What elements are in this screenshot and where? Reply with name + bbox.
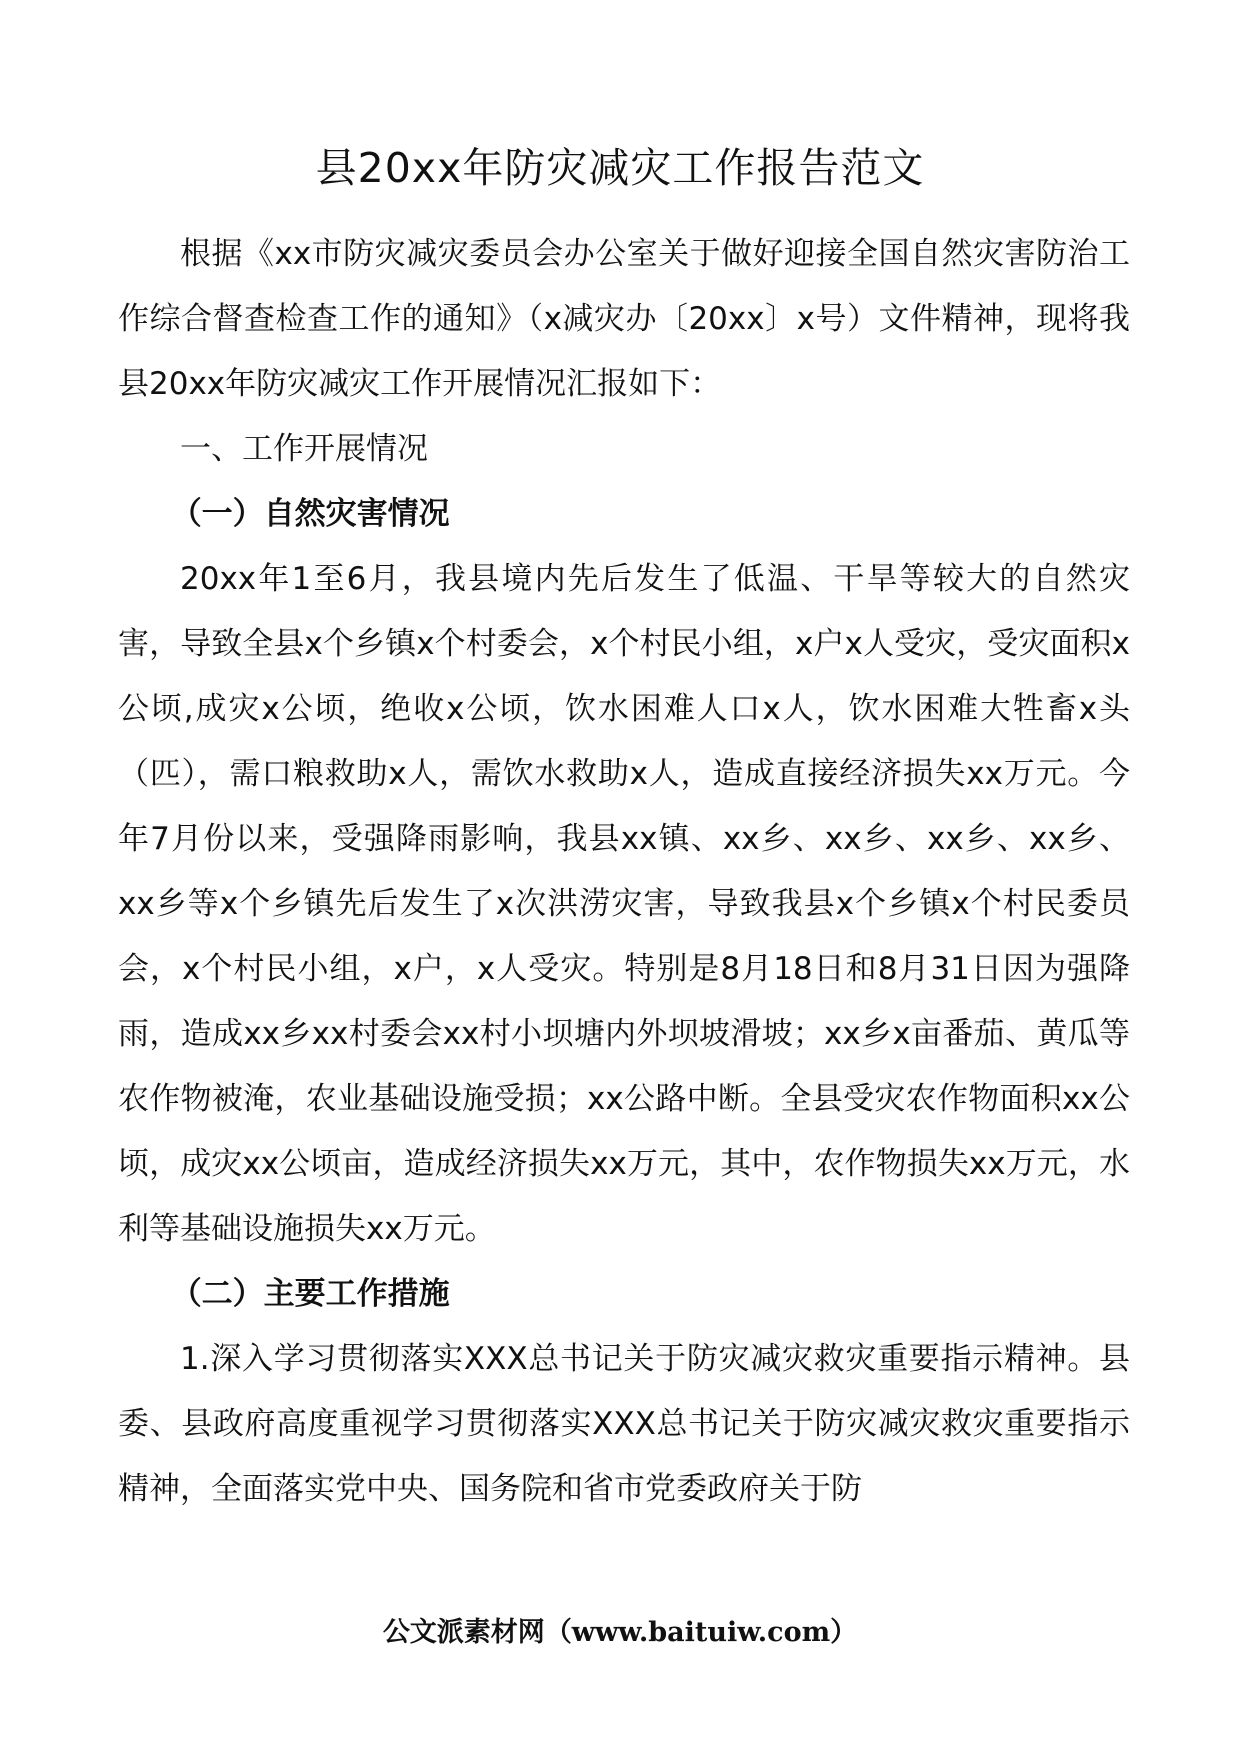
subsection-heading-natural-disasters: （一）自然灾害情况: [170, 496, 450, 532]
document-title: 县20xx年防灾减灾工作报告范文: [315, 144, 925, 192]
footer-watermark: [0, 1613, 1240, 1653]
section-heading-work-status: 一、工作开展情况: [180, 431, 428, 467]
subsection-heading-main-measures: （二）主要工作措施: [170, 1276, 450, 1312]
footer-url: （www.baituiw.com）: [544, 1617, 858, 1648]
footer-site-name: 公文派素材网: [382, 1617, 545, 1648]
document-body: [118, 222, 1130, 1522]
paragraph-intro: 根据《xx市防灾减灾委员会办公室关于做好迎接全国自然灾害防治工作综合督查检查工作的通知》（x减灾办〔20xx〕x号）文件精神，现将我县20xx年防灾减灾工作开展情况汇报如下：: [118, 236, 1130, 402]
paragraph-measure-1: 1.深入学习贯彻落实XXX总书记关于防灾减灾救灾重要指示精神。县委、县政府高度重视学习贯彻落实XXX总书记关于防灾减灾救灾重要指示精神，全面落实党中央、国务院和省市党委政府关于防: [118, 1341, 1130, 1507]
paragraph-disaster-details: 20xx年1至6月，我县境内先后发生了低温、干旱等较大的自然灾害，导致全县x个乡镇x个村委会，x个村民小组，x户x人受灾，受灾面积x公顷,成灾x公顷，绝收x公顷，饮水困难人口x人，饮水困难大牲畜x头（匹），需口粮救助x人，需饮水救助x人，造成直接经济损失xx万元。今年7月份以来，受强降雨影响，我县xx镇、xx乡、xx乡、xx乡、xx乡、xx乡等x个乡镇先后发生了x次洪涝灾害，导致我县x个乡镇x个村民委员会，x个村民小组，x户，x人受灾。特别是8月18日和8月31日因为强降雨，造成xx乡xx村委会xx村小坝塘内外坝坡滑坡；xx乡x亩番茄、黄瓜等农作物被淹，农业基础设施受损；xx公路中断。全县受灾农作物面积xx公顷，成灾xx公顷亩，造成经济损失xx万元，其中，农作物损失xx万元，水利等基础设施损失xx万元。: [118, 561, 1130, 1247]
